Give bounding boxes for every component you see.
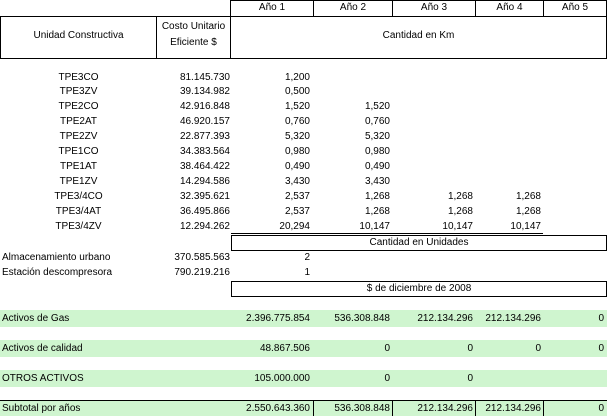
otros-activos-label: OTROS ACTIVOS — [2, 373, 84, 384]
year4-value: 10,147 — [510, 221, 541, 232]
costo-header-line2: Eficiente $ — [170, 37, 217, 48]
otros-activos-y3: 0 — [467, 373, 473, 384]
year-header-2: Año 2 — [339, 2, 367, 13]
year2-value: 10,147 — [359, 221, 390, 232]
activos-gas-y1: 2.396.775.854 — [246, 313, 310, 324]
year1-value: 1 — [304, 267, 310, 278]
subtotal-y1: 2.550.643.360 — [246, 403, 310, 414]
costo-header-line1: Costo Unitario — [161, 21, 226, 32]
year4-value: 1,268 — [515, 191, 541, 202]
unit-cost: 790.219.216 — [174, 267, 230, 278]
subtotal-y5: 0 — [598, 403, 604, 414]
subtotal-label: Subtotal por años — [2, 403, 81, 414]
unit-cost: 32.395.621 — [179, 191, 230, 202]
year-header-1: Año 1 — [258, 2, 286, 13]
activos-gas-label: Activos de Gas — [2, 313, 70, 324]
activos-calidad-y2: 0 — [384, 343, 390, 354]
unit-cost: 39.134.982 — [179, 86, 230, 97]
subtotal-top-rule — [0, 400, 607, 401]
year1-value: 5,320 — [284, 131, 310, 142]
otros-activos-y2: 0 — [384, 373, 390, 384]
unit-name: TPE3/4CO — [54, 191, 103, 202]
unit-name: TPE3/4ZV — [55, 221, 102, 232]
activos-calidad-label: Activos de calidad — [2, 343, 83, 354]
year2-value: 5,320 — [364, 131, 390, 142]
year-header-3: Año 3 — [420, 2, 448, 13]
activos-gas-y2: 536.308.848 — [334, 313, 390, 324]
activos-gas-y3: 212.134.296 — [417, 313, 473, 324]
activos-calidad-y1: 48.867.506 — [259, 343, 310, 354]
year3-value: 1,268 — [447, 206, 473, 217]
year2-value: 1,520 — [364, 101, 390, 112]
unit-cost: 22.877.393 — [179, 131, 230, 142]
year2-value: 3,430 — [364, 176, 390, 187]
unit-name: TPE2ZV — [59, 131, 98, 142]
year-header-4: Año 4 — [496, 2, 523, 13]
subtotal-y3: 212.134.296 — [417, 403, 473, 414]
year2-value: 0,490 — [364, 161, 390, 172]
year1-value: 0,500 — [284, 86, 310, 97]
unit-cost: 36.495.866 — [179, 206, 230, 217]
year2-value: 0,760 — [364, 116, 390, 127]
year1-value: 0,490 — [284, 161, 310, 172]
unidad-constructiva-header: Unidad Constructiva — [33, 30, 124, 41]
unit-cost: 38.464.422 — [179, 161, 230, 172]
unit-name: TPE3CO — [58, 72, 99, 83]
unit-cost: 34.383.564 — [179, 146, 230, 157]
unit-name: TPE1CO — [58, 146, 99, 157]
year1-value: 20,294 — [279, 221, 310, 232]
unit-cost: 42.916.848 — [179, 101, 230, 112]
year3-value: 10,147 — [442, 221, 473, 232]
year2-value: 0,980 — [364, 146, 390, 157]
cantidad-unidades-label: Cantidad en Unidades — [369, 237, 469, 248]
activos-calidad-y4: 0 — [535, 343, 541, 354]
year4-value: 1,268 — [515, 206, 541, 217]
activos-gas-y5: 0 — [598, 313, 604, 324]
unit-cost: 370.585.563 — [174, 252, 230, 263]
unit-name: Estación descompresora — [2, 267, 113, 278]
activos-calidad-y3: 0 — [467, 343, 473, 354]
subtotal-y4: 212.134.296 — [485, 403, 541, 414]
unit-name: TPE2AT — [59, 116, 98, 127]
year2-value: 1,268 — [364, 191, 390, 202]
unit-name: TPE3ZV — [59, 86, 98, 97]
year-header-5: Año 5 — [561, 2, 589, 13]
unit-name: TPE2CO — [58, 101, 99, 112]
unit-cost: 46.920.157 — [179, 116, 230, 127]
unit-cost: 14.294.586 — [179, 176, 230, 187]
unit-name: Almacenamiento urbano — [2, 252, 111, 263]
year1-value: 1,200 — [284, 72, 310, 83]
subtotal-y2: 536.308.848 — [334, 403, 390, 414]
year1-value: 1,520 — [284, 101, 310, 112]
fecha-label: $ de diciembre de 2008 — [366, 283, 472, 294]
year2-value: 1,268 — [364, 206, 390, 217]
unit-name: TPE3/4AT — [55, 206, 102, 217]
unit-name: TPE1ZV — [59, 176, 98, 187]
year1-value: 0,980 — [284, 146, 310, 157]
otros-activos-y1: 105.000.000 — [254, 373, 310, 384]
unit-cost: 12.294.262 — [179, 221, 230, 232]
year1-value: 0,760 — [284, 116, 310, 127]
year1-value: 3,430 — [284, 176, 310, 187]
unit-cost: 81.145.730 — [179, 72, 230, 83]
year1-value: 2,537 — [284, 191, 310, 202]
year1-value: 2,537 — [284, 206, 310, 217]
unit-name: TPE1AT — [59, 161, 98, 172]
cantidad-km-header: Cantidad en Km — [382, 30, 455, 41]
activos-gas-y4: 212.134.296 — [485, 313, 541, 324]
rows-bottom-rule — [231, 233, 543, 234]
year3-value: 1,268 — [447, 191, 473, 202]
year1-value: 2 — [304, 252, 310, 263]
activos-calidad-y5: 0 — [598, 343, 604, 354]
